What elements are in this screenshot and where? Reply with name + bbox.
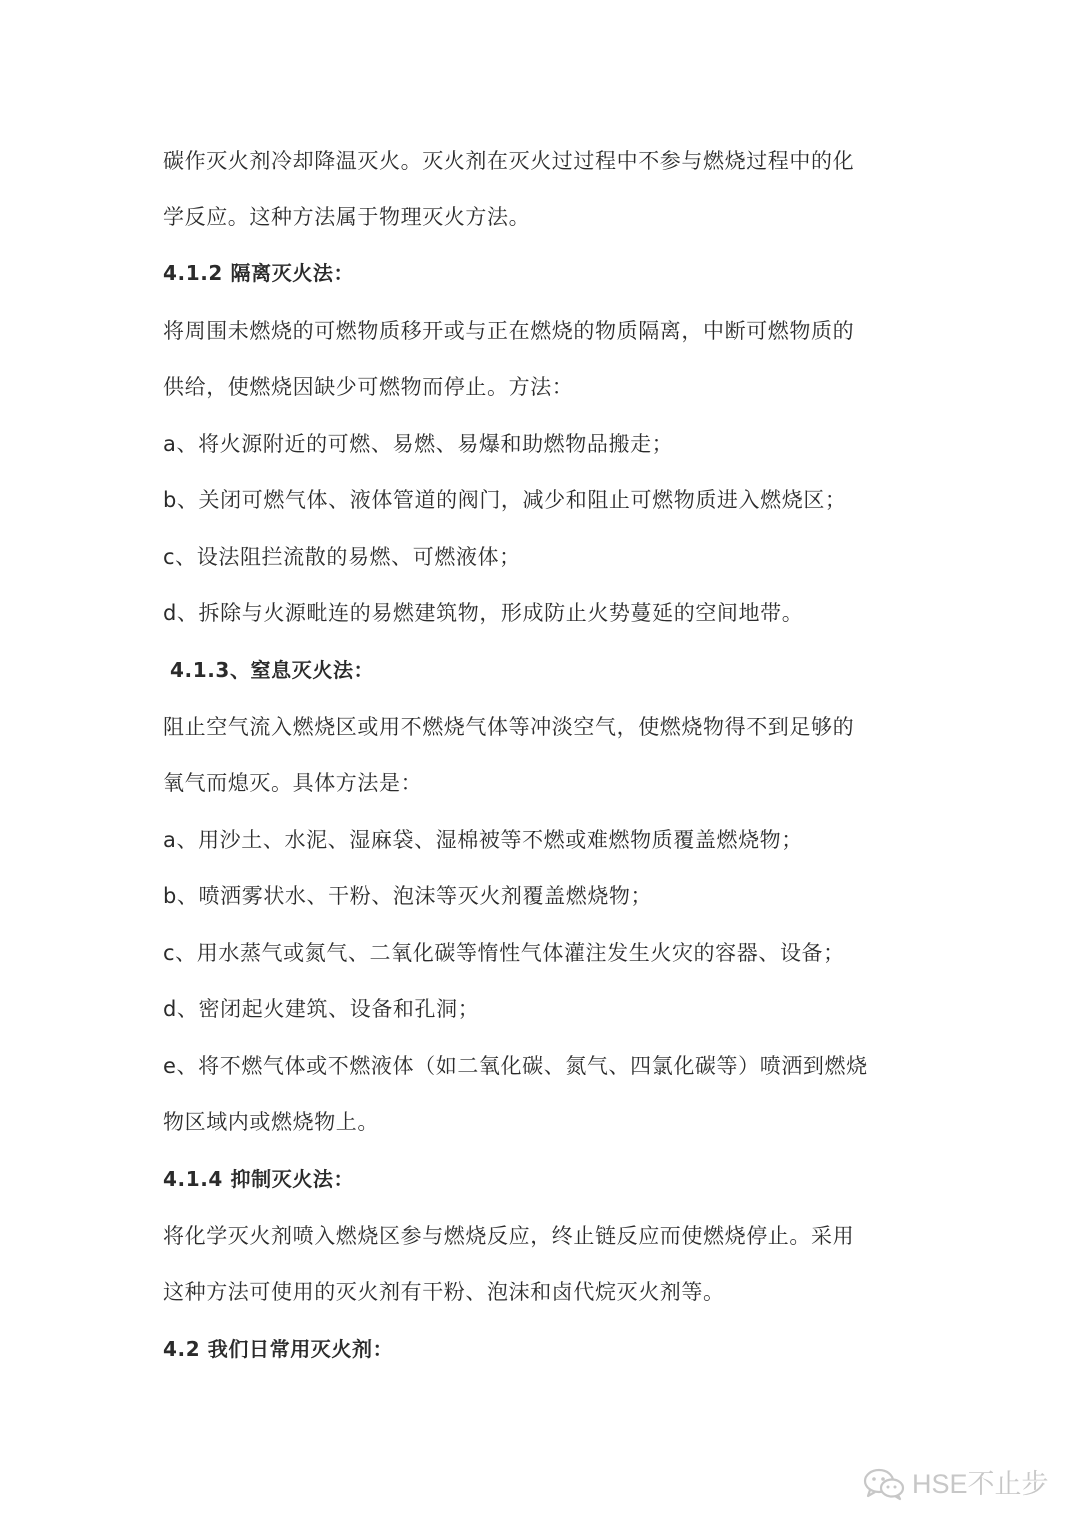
list-item: c、用水蒸气或氮气、二氧化碳等惰性气体灌注发生火灾的容器、设备；	[163, 941, 845, 965]
list-item: a、用沙土、水泥、湿麻袋、湿棉被等不燃或难燃物质覆盖燃烧物；	[163, 828, 803, 852]
list-item: e、将不燃气体或不燃液体（如二氧化碳、氮气、四氯化碳等）喷洒到燃烧	[163, 1054, 868, 1078]
list-item: a、将火源附近的可燃、易燃、易爆和助燃物品搬走；	[163, 432, 674, 456]
list-item: b、喷洒雾状水、干粉、泡沫等灭火剂覆盖燃烧物；	[163, 884, 653, 908]
paragraph-line: 将化学灭火剂喷入燃烧区参与燃烧反应，终止链反应而使燃烧停止。采用	[163, 1224, 855, 1248]
section-heading: 4.2 我们日常用灭火剂：	[163, 1337, 394, 1361]
list-item: d、密闭起火建筑、设备和孔洞；	[163, 997, 480, 1021]
list-item: b、关闭可燃气体、液体管道的阀门，减少和阻止可燃物质进入燃烧区；	[163, 488, 847, 512]
section-heading: 4.1.2 隔离灭火法：	[163, 261, 355, 285]
paragraph-line: 供给，使燃烧因缺少可燃物而停止。方法：	[163, 375, 574, 399]
section-heading: 4.1.4 抑制灭火法：	[163, 1167, 355, 1191]
paragraph-line: 这种方法可使用的灭火剂有干粉、泡沫和卤代烷灭火剂等。	[163, 1280, 725, 1304]
paragraph-line: 氧气而熄灭。具体方法是：	[163, 771, 423, 795]
paragraph-line: 碳作灭火剂冷却降温灭火。灭火剂在灭火过过程中不参与燃烧过程中的化	[163, 149, 855, 173]
paragraph-line: 学反应。这种方法属于物理灭火方法。	[163, 205, 531, 229]
wechat-icon	[862, 1467, 906, 1501]
paragraph-line: 物区域内或燃烧物上。	[163, 1110, 379, 1134]
section-heading: 4.1.3、窒息灭火法：	[170, 658, 375, 682]
watermark-text: HSE不止步	[912, 1469, 1049, 1499]
paragraph-line: 将周围未燃烧的可燃物质移开或与正在燃烧的物质隔离，中断可燃物质的	[163, 319, 855, 343]
paragraph-line: 阻止空气流入燃烧区或用不燃烧气体等冲淡空气，使燃烧物得不到足够的	[163, 715, 855, 739]
watermark	[862, 1462, 1049, 1506]
list-item: d、拆除与火源毗连的易燃建筑物，形成防止火势蔓延的空间地带。	[163, 601, 804, 625]
list-item: c、设法阻拦流散的易燃、可燃液体；	[163, 545, 521, 569]
